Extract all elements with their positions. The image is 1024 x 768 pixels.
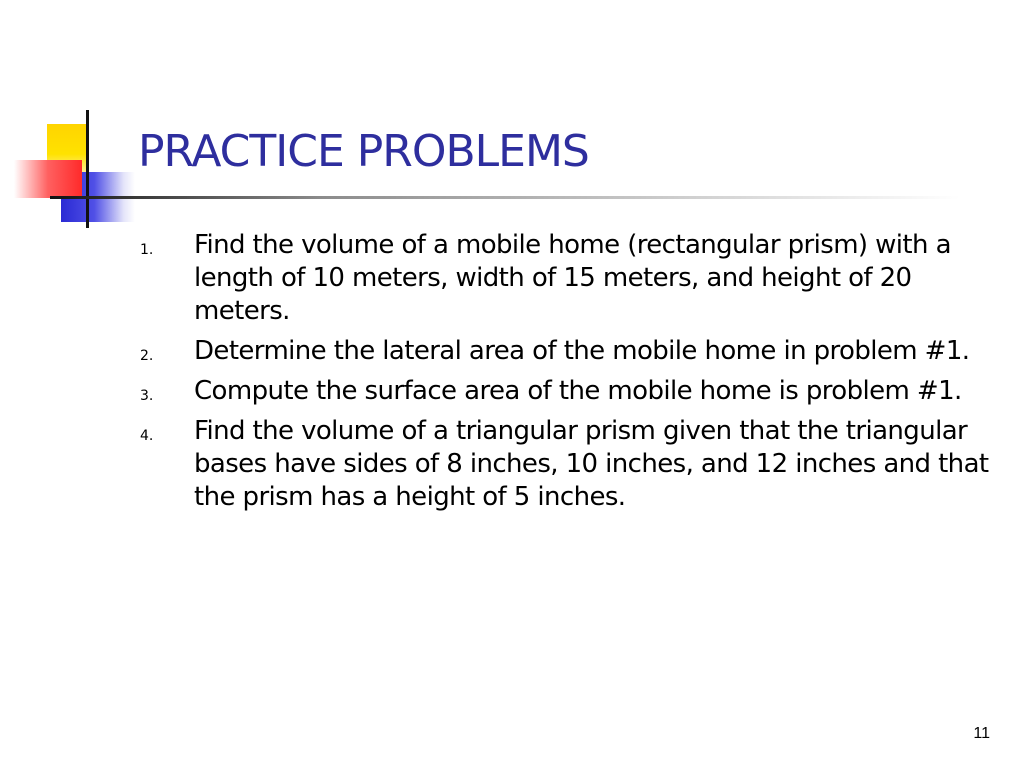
- problem-text: Find the volume of a mobile home (rectangular prism) with a length of 10 meters, width of 15 meters, and height of 20 meters.: [194, 230, 951, 326]
- problem-number: 4.: [140, 428, 154, 444]
- problem-number: 1.: [140, 242, 154, 258]
- problem-list: [140, 229, 990, 521]
- problem-text: Determine the lateral area of the mobile home in problem #1.: [194, 336, 970, 366]
- vertical-divider-line: [86, 110, 89, 228]
- problem-text: Find the volume of a triangular prism given that the triangular bases have sides of 8 inches, 10 inches, and 12 inches and that the prism has a height of 5 inches.: [194, 416, 989, 512]
- list-item: [140, 229, 990, 328]
- red-square-decoration: [14, 160, 82, 198]
- problem-text: Compute the surface area of the mobile home is problem #1.: [194, 376, 962, 406]
- list-item: [140, 375, 990, 408]
- slide-title: PRACTICE PROBLEMS: [138, 126, 589, 177]
- problem-number: 3.: [140, 388, 154, 404]
- page-number: 11: [973, 725, 990, 742]
- list-item: [140, 415, 990, 514]
- problem-number: 2.: [140, 348, 154, 364]
- list-item: [140, 335, 990, 368]
- title-underline-divider: [50, 196, 960, 199]
